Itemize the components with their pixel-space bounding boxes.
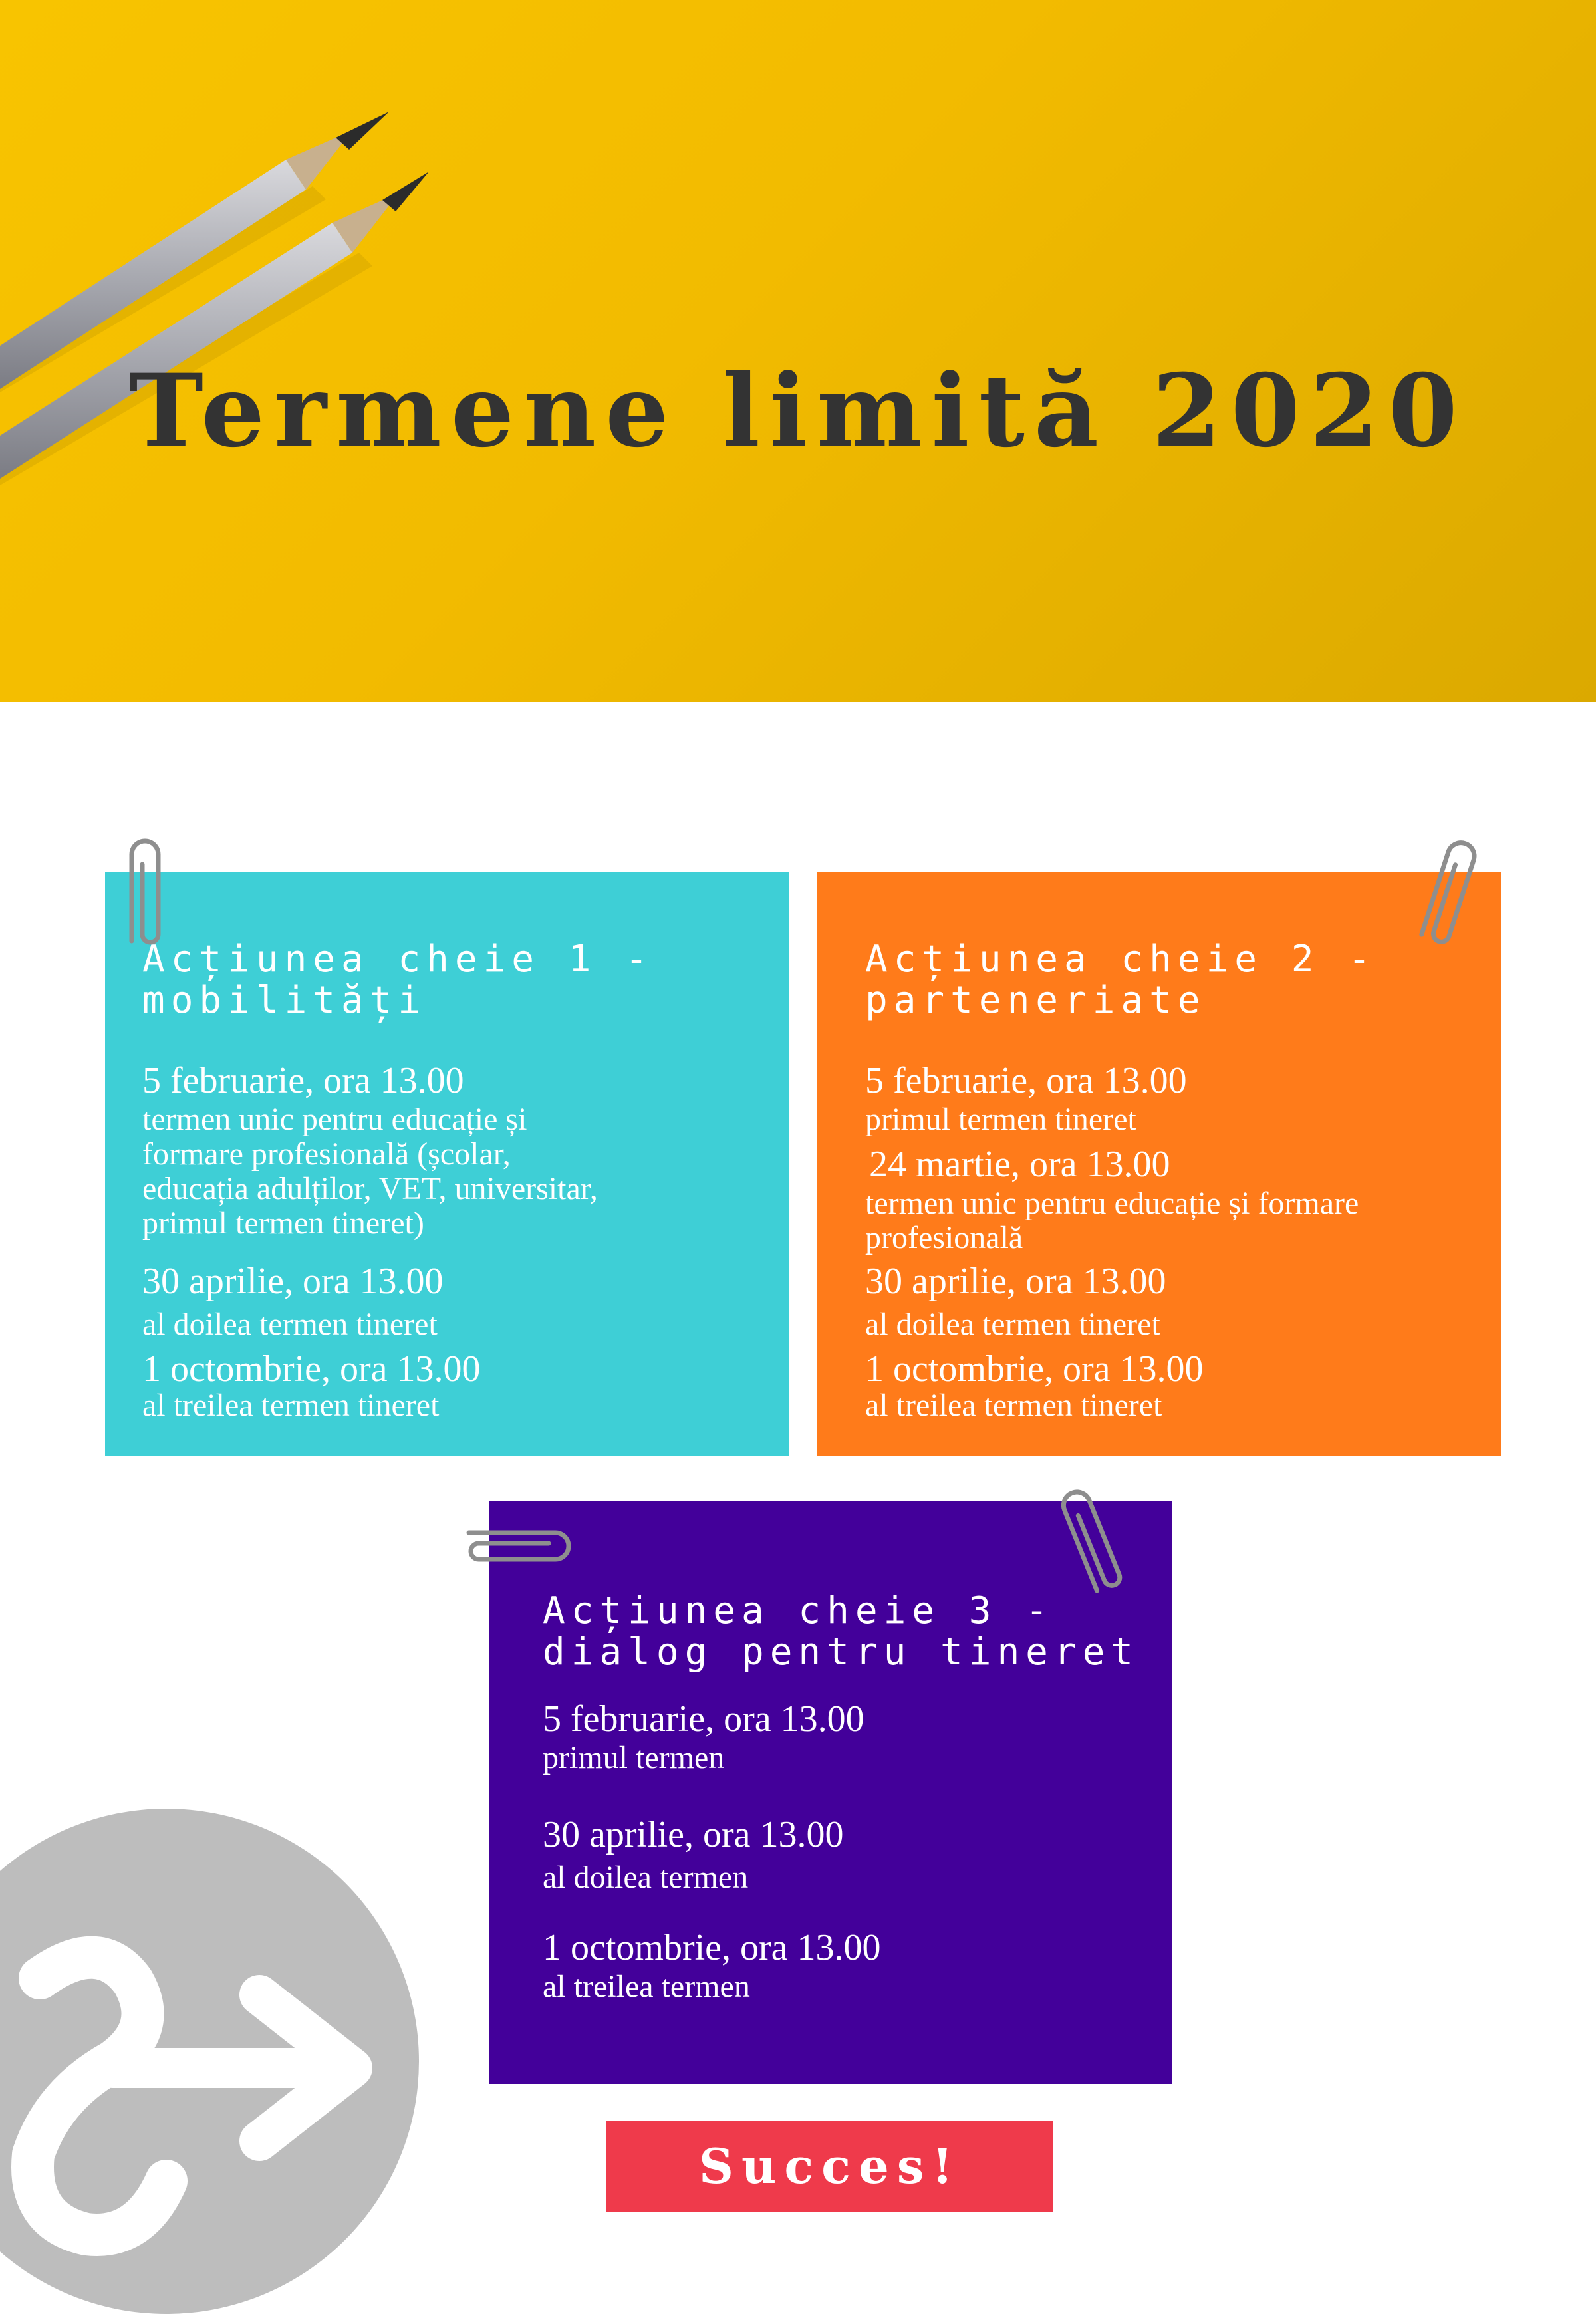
card-title-line1: Acțiunea cheie 3 - [543,1589,1054,1632]
deadline-desc: termen unic pentru educație și formare [865,1186,1359,1221]
deadline-desc: al treilea termen tineret [865,1388,1162,1423]
deadline-desc: formare profesională (școlar, [142,1136,511,1172]
card-title-line2: mobilități [142,979,427,1022]
deadline-date: 30 aprilie, ora 13.00 [865,1261,1166,1302]
paperclip-icon [1051,1479,1130,1599]
deadline-desc: termen unic pentru educație și [142,1102,527,1137]
deadline-desc: al treilea termen [543,1969,750,2004]
header-banner [0,0,1596,702]
deadline-date: 5 februarie, ora 13.00 [543,1698,864,1739]
key-action-2-card [817,872,1501,1456]
deadline-date: 30 aprilie, ora 13.00 [543,1814,844,1855]
deadline-desc: al doilea termen tineret [142,1307,438,1342]
erasmus-logo-icon [0,1809,419,2314]
deadline-desc: primul termen tineret) [142,1206,424,1241]
deadline-date: 5 februarie, ora 13.00 [865,1060,1187,1101]
page-title: Termene limită 2020 [129,352,1467,469]
deadline-desc: primul termen [543,1740,725,1775]
paperclip-icon [462,1516,579,1569]
deadline-date: 30 aprilie, ora 13.00 [142,1261,444,1302]
key-action-1-card [105,872,789,1456]
card-title-line2: dialog pentru tineret [543,1630,1140,1674]
deadline-desc: al doilea termen tineret [865,1307,1160,1342]
card-title-line1: Acțiunea cheie 2 - [865,938,1377,981]
card-title-line1: Acțiunea cheie 1 - [142,938,654,981]
paperclip-icon [1410,831,1490,951]
deadline-date: 24 martie, ora 13.00 [869,1144,1170,1185]
deadline-desc: educația adulților, VET, universitar, [142,1171,598,1206]
deadline-desc: profesională [865,1220,1023,1255]
deadline-date: 1 octombrie, ora 13.00 [142,1349,481,1390]
deadline-desc: al treilea termen tineret [142,1388,440,1423]
deadline-desc: primul termen tineret [865,1102,1136,1137]
deadline-date: 5 februarie, ora 13.00 [142,1060,464,1101]
card-title-line2: parteneriate [865,979,1206,1022]
deadline-date: 1 octombrie, ora 13.00 [543,1927,881,1968]
deadline-desc: al doilea termen [543,1860,749,1895]
success-banner: Succes! [606,2121,1053,2212]
paperclip-icon [118,835,172,951]
deadline-date: 1 octombrie, ora 13.00 [865,1349,1204,1390]
